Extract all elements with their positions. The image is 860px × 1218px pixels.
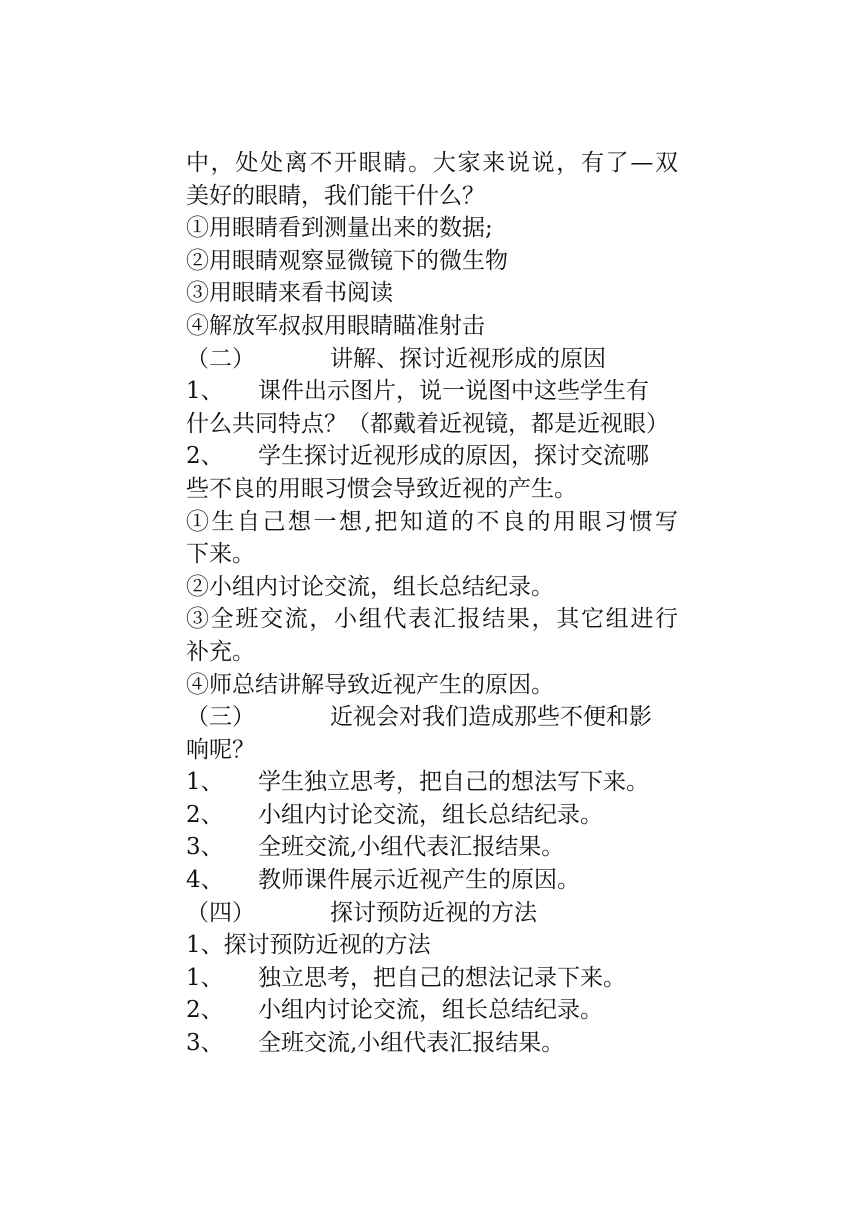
list-item: ①用眼睛看到测量出来的数据; (186, 215, 493, 242)
step-item: ②小组内讨论交流，组长总结纪录。 (186, 573, 554, 600)
item-text: 全班交流,小组代表汇报结果。 (258, 834, 565, 861)
section-heading (186, 701, 678, 734)
numbered-item (186, 440, 678, 473)
section-title-continuation: 响呢？ (186, 736, 255, 763)
item-text: 独立思考，把自己的想法记录下来。 (258, 964, 626, 991)
numbered-item (186, 864, 678, 897)
item-number: 1、 (186, 964, 224, 991)
subheading: 1、探讨预防近视的方法 (186, 932, 431, 959)
numbered-item (186, 766, 678, 799)
item-number: 2、 (186, 997, 224, 1024)
list-item: ④解放军叔叔用眼睛瞄准射击 (186, 312, 485, 339)
numbered-item (186, 994, 678, 1027)
numbered-item (186, 962, 678, 995)
list-item: ②用眼睛观察显微镜下的微生物 (186, 247, 508, 274)
numbered-item (186, 831, 678, 864)
paragraph-line: 中，处处离不开眼睛。大家来说说，有了—双 (186, 150, 678, 176)
item-number: 2、 (186, 801, 224, 828)
numbered-item (186, 375, 678, 408)
step-item: ③全班交流，小组代表汇报结果，其它组进行 (186, 606, 678, 633)
section-number: （二） (186, 345, 255, 372)
item-continuation: 什么共同特点？（都戴着近视镜，都是近视眼） (186, 410, 669, 437)
step-continuation: 补充。 (186, 638, 255, 665)
section-number: （四） (186, 899, 255, 926)
item-text: 学生探讨近视形成的原因，探讨交流哪 (258, 443, 649, 470)
item-number: 1、 (186, 378, 224, 405)
item-number: 1、 (186, 769, 224, 796)
item-continuation: 些不良的用眼习惯会导致近视的产生。 (186, 475, 577, 502)
paragraph-line: 美好的眼睛，我们能干什么？ (186, 182, 485, 209)
document-body (186, 147, 678, 1060)
item-text: 小组内讨论交流，组长总结纪录。 (258, 997, 603, 1024)
step-item: ④师总结讲解导致近视产生的原因。 (186, 671, 554, 698)
item-number: 3、 (186, 1030, 224, 1057)
item-number: 4、 (186, 867, 224, 894)
item-text: 全班交流,小组代表汇报结果。 (258, 1030, 565, 1057)
section-number: （三） (186, 704, 255, 731)
step-item: ①生自己想一想,把知道的不良的用眼习惯写 (186, 508, 678, 535)
section-heading (186, 897, 678, 930)
item-text: 教师课件展示近视产生的原因。 (258, 867, 580, 894)
item-text: 课件出示图片，说一说图中这些学生有 (258, 378, 649, 405)
item-text: 学生独立思考，把自己的想法写下来。 (258, 769, 649, 796)
section-title: 讲解、探讨近视形成的原因 (330, 345, 606, 372)
numbered-item (186, 1027, 678, 1060)
item-text: 小组内讨论交流，组长总结纪录。 (258, 801, 603, 828)
section-heading (186, 343, 678, 376)
item-number: 2、 (186, 443, 224, 470)
list-item: ③用眼睛来看书阅读 (186, 280, 393, 307)
section-title: 探讨预防近视的方法 (330, 899, 537, 926)
item-number: 3、 (186, 834, 224, 861)
numbered-item (186, 799, 678, 832)
step-continuation: 下来。 (186, 541, 255, 568)
section-title: 近视会对我们造成那些不便和影 (330, 704, 652, 731)
